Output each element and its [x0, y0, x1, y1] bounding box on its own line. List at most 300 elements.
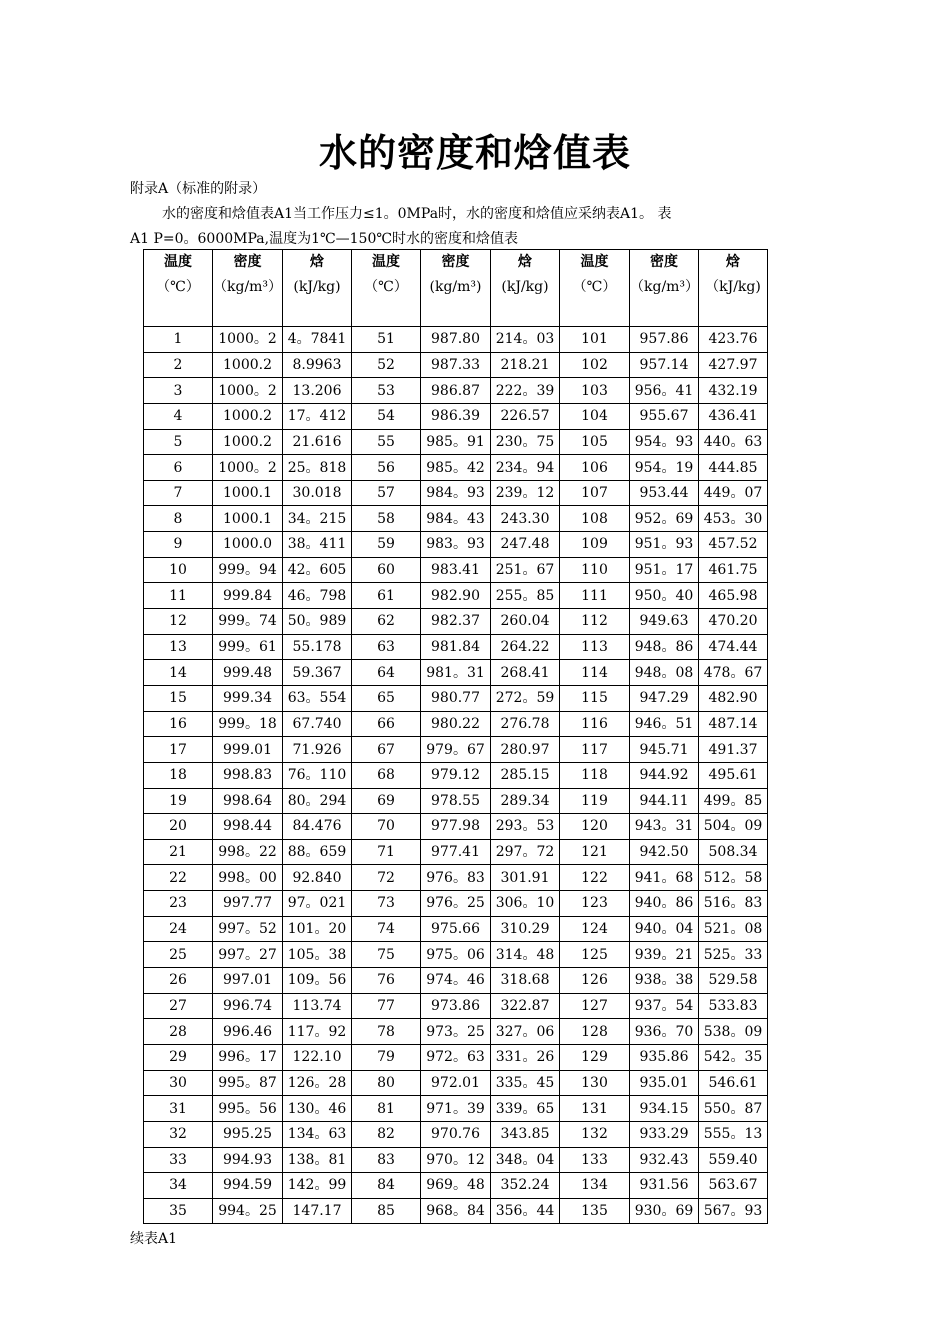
cell-density: 937。54 [630, 993, 699, 1019]
cell-density: 998.44 [213, 814, 283, 840]
cell-density: 987.80 [421, 327, 491, 353]
cell-temperature: 2 [144, 352, 213, 378]
cell-density: 997.77 [213, 891, 283, 917]
cell-temperature: 20 [144, 814, 213, 840]
cell-temperature: 85 [352, 1198, 421, 1224]
cell-density: 999.34 [213, 685, 283, 711]
cell-temperature: 12 [144, 609, 213, 635]
cell-density: 940。04 [630, 916, 699, 942]
cell-temperature: 64 [352, 660, 421, 686]
cell-density: 1000.2 [213, 429, 283, 455]
cell-enthalpy: 512。58 [699, 865, 768, 891]
cell-enthalpy: 478。67 [699, 660, 768, 686]
cell-density: 994。25 [213, 1198, 283, 1224]
cell-temperature: 24 [144, 916, 213, 942]
cell-density: 932.43 [630, 1147, 699, 1173]
cell-temperature: 127 [560, 993, 630, 1019]
cell-enthalpy: 272。59 [491, 685, 560, 711]
cell-density: 971。39 [421, 1096, 491, 1122]
cell-enthalpy: 538。09 [699, 1019, 768, 1045]
intro-text-line-2: A1 P=0。6000MPa,温度为1℃—150℃时水的密度和焓值表 [130, 231, 519, 247]
table-row [144, 352, 768, 378]
cell-enthalpy: 356。44 [491, 1198, 560, 1224]
cell-density: 951。17 [630, 557, 699, 583]
cell-enthalpy: 13.206 [283, 378, 352, 404]
cell-enthalpy: 117。92 [283, 1019, 352, 1045]
cell-enthalpy: 453。30 [699, 506, 768, 532]
table-row [144, 788, 768, 814]
cell-density: 984。43 [421, 506, 491, 532]
cell-enthalpy: 470.20 [699, 609, 768, 635]
table-row [144, 814, 768, 840]
cell-enthalpy: 542。35 [699, 1044, 768, 1070]
cell-temperature: 107 [560, 480, 630, 506]
cell-enthalpy: 440。63 [699, 429, 768, 455]
cell-enthalpy: 38。411 [283, 532, 352, 558]
cell-enthalpy: 474.44 [699, 634, 768, 660]
cell-temperature: 128 [560, 1019, 630, 1045]
cell-temperature: 104 [560, 403, 630, 429]
cell-density: 982.37 [421, 609, 491, 635]
cell-enthalpy: 491.37 [699, 737, 768, 763]
cell-temperature: 5 [144, 429, 213, 455]
cell-enthalpy: 444.85 [699, 455, 768, 481]
cell-enthalpy: 226.57 [491, 403, 560, 429]
cell-temperature: 18 [144, 762, 213, 788]
cell-density: 983.41 [421, 557, 491, 583]
header-density-1: 密度 （kg/m³） [213, 250, 283, 327]
cell-enthalpy: 50。989 [283, 609, 352, 635]
cell-temperature: 74 [352, 916, 421, 942]
table-row [144, 1147, 768, 1173]
cell-temperature: 13 [144, 634, 213, 660]
table-body [144, 327, 768, 1224]
table-header [144, 250, 768, 327]
cell-temperature: 80 [352, 1070, 421, 1096]
cell-enthalpy: 42。605 [283, 557, 352, 583]
cell-temperature: 59 [352, 532, 421, 558]
cell-enthalpy: 80。294 [283, 788, 352, 814]
cell-enthalpy: 461.75 [699, 557, 768, 583]
cell-density: 1000.1 [213, 480, 283, 506]
cell-enthalpy: 276.78 [491, 711, 560, 737]
cell-density: 933.29 [630, 1121, 699, 1147]
cell-temperature: 11 [144, 583, 213, 609]
cell-density: 983。93 [421, 532, 491, 558]
cell-enthalpy: 339。65 [491, 1096, 560, 1122]
table-row [144, 1070, 768, 1096]
cell-temperature: 117 [560, 737, 630, 763]
cell-temperature: 54 [352, 403, 421, 429]
cell-temperature: 133 [560, 1147, 630, 1173]
cell-density: 953.44 [630, 480, 699, 506]
cell-enthalpy: 318.68 [491, 968, 560, 994]
table-row [144, 455, 768, 481]
table-row [144, 1121, 768, 1147]
cell-temperature: 53 [352, 378, 421, 404]
table-row [144, 429, 768, 455]
cell-density: 951。93 [630, 532, 699, 558]
cell-enthalpy: 92.840 [283, 865, 352, 891]
appendix-label: 附录A（标准的附录） [130, 181, 267, 197]
cell-enthalpy: 482.90 [699, 685, 768, 711]
cell-enthalpy: 230。75 [491, 429, 560, 455]
cell-temperature: 120 [560, 814, 630, 840]
cell-density: 944.11 [630, 788, 699, 814]
cell-density: 986.87 [421, 378, 491, 404]
cell-temperature: 22 [144, 865, 213, 891]
cell-density: 996.74 [213, 993, 283, 1019]
cell-density: 969。48 [421, 1173, 491, 1199]
table-row [144, 762, 768, 788]
cell-enthalpy: 306。10 [491, 891, 560, 917]
table-row [144, 532, 768, 558]
cell-enthalpy: 67.740 [283, 711, 352, 737]
cell-enthalpy: 239。12 [491, 480, 560, 506]
cell-temperature: 10 [144, 557, 213, 583]
cell-enthalpy: 264.22 [491, 634, 560, 660]
cell-density: 998.83 [213, 762, 283, 788]
table-row [144, 557, 768, 583]
cell-density: 976。83 [421, 865, 491, 891]
cell-enthalpy: 218.21 [491, 352, 560, 378]
header-temperature-3: 温度 （℃） [560, 250, 630, 327]
cell-temperature: 1 [144, 327, 213, 353]
table-row [144, 891, 768, 917]
cell-temperature: 58 [352, 506, 421, 532]
cell-enthalpy: 289.34 [491, 788, 560, 814]
cell-temperature: 65 [352, 685, 421, 711]
cell-temperature: 6 [144, 455, 213, 481]
header-enthalpy-1: 焓 (kJ/kg) [283, 250, 352, 327]
header-density-2: 密度 (kg/m³) [421, 250, 491, 327]
cell-temperature: 123 [560, 891, 630, 917]
cell-density: 935.86 [630, 1044, 699, 1070]
table-row [144, 609, 768, 635]
cell-temperature: 134 [560, 1173, 630, 1199]
cell-temperature: 35 [144, 1198, 213, 1224]
cell-enthalpy: 331。26 [491, 1044, 560, 1070]
cell-enthalpy: 559.40 [699, 1147, 768, 1173]
cell-temperature: 112 [560, 609, 630, 635]
table-row [144, 968, 768, 994]
cell-density: 997。27 [213, 942, 283, 968]
cell-density: 934.15 [630, 1096, 699, 1122]
cell-enthalpy: 138。81 [283, 1147, 352, 1173]
cell-temperature: 34 [144, 1173, 213, 1199]
cell-enthalpy: 142。99 [283, 1173, 352, 1199]
cell-enthalpy: 147.17 [283, 1198, 352, 1224]
cell-temperature: 73 [352, 891, 421, 917]
cell-density: 984。93 [421, 480, 491, 506]
cell-density: 977.98 [421, 814, 491, 840]
cell-temperature: 121 [560, 839, 630, 865]
cell-enthalpy: 487.14 [699, 711, 768, 737]
cell-enthalpy: 525。33 [699, 942, 768, 968]
cell-enthalpy: 423.76 [699, 327, 768, 353]
cell-enthalpy: 432.19 [699, 378, 768, 404]
cell-density: 1000.0 [213, 532, 283, 558]
cell-enthalpy: 555。13 [699, 1121, 768, 1147]
table-row [144, 1044, 768, 1070]
cell-temperature: 78 [352, 1019, 421, 1045]
cell-temperature: 70 [352, 814, 421, 840]
cell-density: 943。31 [630, 814, 699, 840]
cell-enthalpy: 285.15 [491, 762, 560, 788]
cell-temperature: 31 [144, 1096, 213, 1122]
cell-enthalpy: 122.10 [283, 1044, 352, 1070]
cell-enthalpy: 8.9963 [283, 352, 352, 378]
cell-temperature: 62 [352, 609, 421, 635]
cell-density: 948。08 [630, 660, 699, 686]
cell-temperature: 17 [144, 737, 213, 763]
cell-temperature: 4 [144, 403, 213, 429]
cell-enthalpy: 335。45 [491, 1070, 560, 1096]
cell-density: 957.14 [630, 352, 699, 378]
cell-temperature: 72 [352, 865, 421, 891]
cell-enthalpy: 293。53 [491, 814, 560, 840]
cell-density: 968。84 [421, 1198, 491, 1224]
cell-density: 935.01 [630, 1070, 699, 1096]
cell-enthalpy: 327。06 [491, 1019, 560, 1045]
cell-enthalpy: 504。09 [699, 814, 768, 840]
cell-enthalpy: 247.48 [491, 532, 560, 558]
cell-enthalpy: 55.178 [283, 634, 352, 660]
cell-density: 995。87 [213, 1070, 283, 1096]
cell-density: 972。63 [421, 1044, 491, 1070]
cell-temperature: 110 [560, 557, 630, 583]
table-row [144, 916, 768, 942]
cell-density: 999.84 [213, 583, 283, 609]
cell-enthalpy: 499。85 [699, 788, 768, 814]
cell-density: 978.55 [421, 788, 491, 814]
cell-temperature: 57 [352, 480, 421, 506]
cell-density: 1000。2 [213, 327, 283, 353]
cell-density: 1000.1 [213, 506, 283, 532]
header-temperature-2: 温度 （℃） [352, 250, 421, 327]
cell-temperature: 66 [352, 711, 421, 737]
cell-density: 954。93 [630, 429, 699, 455]
cell-density: 994.93 [213, 1147, 283, 1173]
cell-temperature: 68 [352, 762, 421, 788]
table-row [144, 942, 768, 968]
cell-enthalpy: 105。38 [283, 942, 352, 968]
cell-temperature: 122 [560, 865, 630, 891]
cell-enthalpy: 301.91 [491, 865, 560, 891]
table-row [144, 711, 768, 737]
cell-enthalpy: 46。798 [283, 583, 352, 609]
cell-density: 948。86 [630, 634, 699, 660]
cell-temperature: 109 [560, 532, 630, 558]
cell-temperature: 84 [352, 1173, 421, 1199]
cell-density: 954。19 [630, 455, 699, 481]
cell-temperature: 14 [144, 660, 213, 686]
table-row [144, 1198, 768, 1224]
cell-temperature: 111 [560, 583, 630, 609]
cell-density: 972.01 [421, 1070, 491, 1096]
cell-density: 999。18 [213, 711, 283, 737]
cell-enthalpy: 34。215 [283, 506, 352, 532]
cell-density: 998。22 [213, 839, 283, 865]
cell-temperature: 115 [560, 685, 630, 711]
cell-density: 981.84 [421, 634, 491, 660]
cell-temperature: 76 [352, 968, 421, 994]
cell-temperature: 105 [560, 429, 630, 455]
cell-temperature: 106 [560, 455, 630, 481]
cell-temperature: 3 [144, 378, 213, 404]
table-row [144, 737, 768, 763]
cell-temperature: 116 [560, 711, 630, 737]
cell-density: 950。40 [630, 583, 699, 609]
cell-temperature: 79 [352, 1044, 421, 1070]
table-row [144, 660, 768, 686]
table-row [144, 993, 768, 1019]
cell-enthalpy: 126。28 [283, 1070, 352, 1096]
cell-enthalpy: 280.97 [491, 737, 560, 763]
cell-temperature: 29 [144, 1044, 213, 1070]
cell-enthalpy: 297。72 [491, 839, 560, 865]
cell-enthalpy: 546.61 [699, 1070, 768, 1096]
table-row [144, 839, 768, 865]
header-row [144, 250, 768, 327]
cell-enthalpy: 84.476 [283, 814, 352, 840]
cell-enthalpy: 101。20 [283, 916, 352, 942]
cell-enthalpy: 436.41 [699, 403, 768, 429]
cell-enthalpy: 109。56 [283, 968, 352, 994]
cell-temperature: 30 [144, 1070, 213, 1096]
table-row [144, 634, 768, 660]
continued-table-label: 续表A1 [130, 1231, 178, 1247]
cell-density: 947.29 [630, 685, 699, 711]
cell-temperature: 108 [560, 506, 630, 532]
cell-density: 996.46 [213, 1019, 283, 1045]
cell-enthalpy: 4。7841 [283, 327, 352, 353]
cell-enthalpy: 260.04 [491, 609, 560, 635]
cell-density: 980.22 [421, 711, 491, 737]
cell-density: 941。68 [630, 865, 699, 891]
cell-density: 970.76 [421, 1121, 491, 1147]
cell-temperature: 9 [144, 532, 213, 558]
cell-temperature: 131 [560, 1096, 630, 1122]
cell-density: 939。21 [630, 942, 699, 968]
cell-temperature: 28 [144, 1019, 213, 1045]
cell-density: 940。86 [630, 891, 699, 917]
cell-enthalpy: 30.018 [283, 480, 352, 506]
cell-temperature: 77 [352, 993, 421, 1019]
cell-enthalpy: 508.34 [699, 839, 768, 865]
document-title: 水的密度和焓值表 [318, 131, 631, 175]
cell-enthalpy: 17。412 [283, 403, 352, 429]
table-row [144, 403, 768, 429]
cell-temperature: 51 [352, 327, 421, 353]
cell-density: 956。41 [630, 378, 699, 404]
table-row [144, 378, 768, 404]
cell-density: 936。70 [630, 1019, 699, 1045]
cell-enthalpy: 113.74 [283, 993, 352, 1019]
cell-density: 998.64 [213, 788, 283, 814]
table-row [144, 480, 768, 506]
cell-density: 1000。2 [213, 455, 283, 481]
cell-enthalpy: 310.29 [491, 916, 560, 942]
cell-temperature: 130 [560, 1070, 630, 1096]
cell-temperature: 55 [352, 429, 421, 455]
cell-density: 979.12 [421, 762, 491, 788]
cell-density: 995.25 [213, 1121, 283, 1147]
cell-density: 975。06 [421, 942, 491, 968]
cell-density: 995。56 [213, 1096, 283, 1122]
cell-density: 974。46 [421, 968, 491, 994]
cell-density: 975.66 [421, 916, 491, 942]
cell-density: 938。38 [630, 968, 699, 994]
cell-density: 970。12 [421, 1147, 491, 1173]
cell-enthalpy: 234。94 [491, 455, 560, 481]
cell-density: 945.71 [630, 737, 699, 763]
cell-temperature: 19 [144, 788, 213, 814]
cell-density: 931.56 [630, 1173, 699, 1199]
cell-temperature: 56 [352, 455, 421, 481]
cell-temperature: 113 [560, 634, 630, 660]
cell-temperature: 25 [144, 942, 213, 968]
cell-density: 994.59 [213, 1173, 283, 1199]
cell-enthalpy: 563.67 [699, 1173, 768, 1199]
cell-temperature: 69 [352, 788, 421, 814]
cell-temperature: 126 [560, 968, 630, 994]
cell-enthalpy: 222。39 [491, 378, 560, 404]
cell-enthalpy: 214。03 [491, 327, 560, 353]
cell-density: 973。25 [421, 1019, 491, 1045]
cell-temperature: 60 [352, 557, 421, 583]
cell-temperature: 15 [144, 685, 213, 711]
cell-density: 980.77 [421, 685, 491, 711]
cell-temperature: 119 [560, 788, 630, 814]
cell-enthalpy: 322.87 [491, 993, 560, 1019]
cell-temperature: 67 [352, 737, 421, 763]
cell-density: 996。17 [213, 1044, 283, 1070]
header-enthalpy-2: 焓 (kJ/kg) [491, 250, 560, 327]
cell-density: 946。51 [630, 711, 699, 737]
cell-temperature: 7 [144, 480, 213, 506]
cell-temperature: 102 [560, 352, 630, 378]
cell-density: 998。00 [213, 865, 283, 891]
cell-enthalpy: 457.52 [699, 532, 768, 558]
cell-density: 944.92 [630, 762, 699, 788]
cell-density: 949.63 [630, 609, 699, 635]
cell-density: 997.01 [213, 968, 283, 994]
cell-enthalpy: 76。110 [283, 762, 352, 788]
cell-density: 952。69 [630, 506, 699, 532]
table-row [144, 1173, 768, 1199]
header-enthalpy-3: 焓 （kJ/kg) [699, 250, 768, 327]
cell-temperature: 27 [144, 993, 213, 1019]
intro-text-line-1: 水的密度和焓值表A1当工作压力≤1。0MPa时，水的密度和焓值应采纳表A1。 表 [162, 206, 672, 222]
cell-density: 976。25 [421, 891, 491, 917]
cell-density: 1000.2 [213, 352, 283, 378]
cell-temperature: 103 [560, 378, 630, 404]
cell-temperature: 26 [144, 968, 213, 994]
cell-temperature: 118 [560, 762, 630, 788]
cell-enthalpy: 529.58 [699, 968, 768, 994]
cell-enthalpy: 21.616 [283, 429, 352, 455]
table-row [144, 685, 768, 711]
cell-density: 999。61 [213, 634, 283, 660]
cell-temperature: 81 [352, 1096, 421, 1122]
table-row [144, 865, 768, 891]
cell-enthalpy: 495.61 [699, 762, 768, 788]
cell-enthalpy: 550。87 [699, 1096, 768, 1122]
table-row [144, 327, 768, 353]
cell-temperature: 129 [560, 1044, 630, 1070]
cell-density: 999。74 [213, 609, 283, 635]
